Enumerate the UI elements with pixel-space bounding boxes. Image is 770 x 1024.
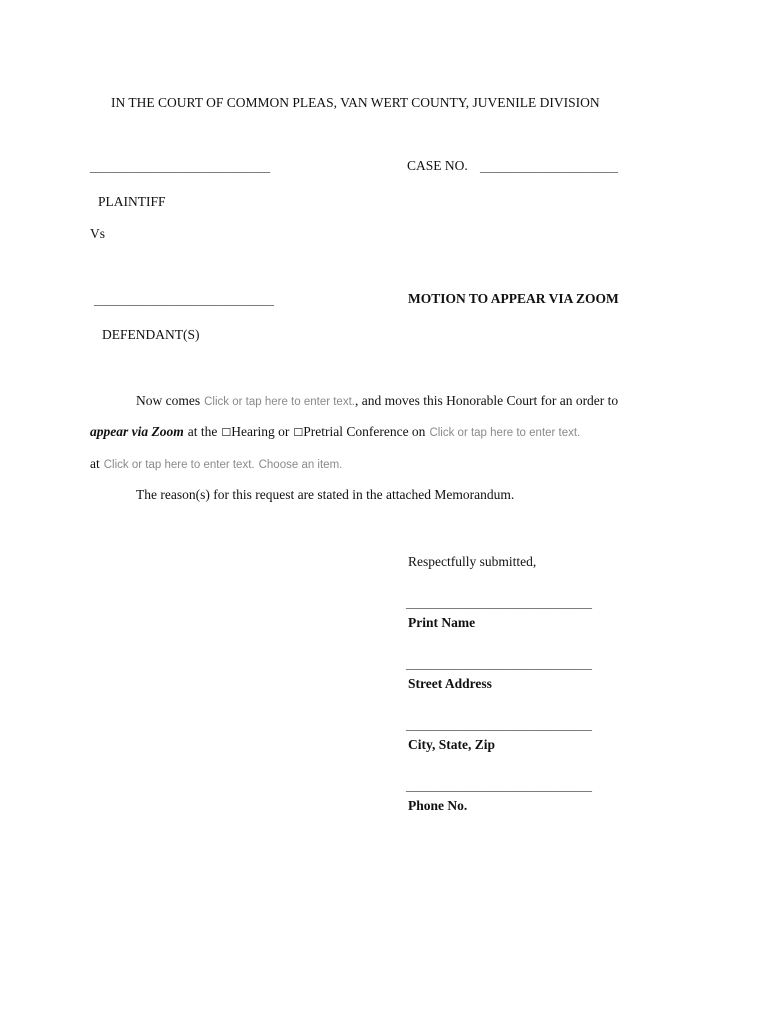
vs-label: Vs: [90, 226, 106, 241]
motion-title: MOTION TO APPEAR VIA ZOOM: [408, 291, 619, 306]
phone-no-line[interactable]: _______________________________: [406, 779, 592, 793]
plaintiff-label: PLAINTIFF: [98, 194, 166, 209]
hearing-label: Hearing or: [231, 424, 290, 439]
plaintiff-name-field[interactable]: ______________________________: [90, 160, 270, 174]
pretrial-checkbox[interactable]: ☐: [293, 426, 304, 439]
reason-text: The reason(s) for this request are stated in the attached Memorandum.: [136, 487, 515, 502]
am-pm-dropdown[interactable]: Choose an item.: [258, 459, 343, 471]
body-line-1: [136, 392, 618, 410]
now-comes-text: Now comes: [136, 393, 201, 408]
street-address-label: Street Address: [408, 676, 492, 691]
city-state-zip-line[interactable]: _______________________________: [406, 718, 592, 732]
phone-no-label: Phone No.: [408, 798, 468, 813]
at-the-text: at the: [187, 424, 218, 439]
city-state-zip-label: City, State, Zip: [408, 737, 496, 752]
appear-via-zoom-text: appear via Zoom: [90, 424, 184, 439]
case-no-field[interactable]: _______________________: [480, 160, 618, 174]
hearing-time-field[interactable]: Click or tap here to enter text.: [103, 459, 255, 471]
court-title: IN THE COURT OF COMMON PLEAS, VAN WERT COUNTY, JUVENILE DIVISION: [111, 95, 600, 110]
respectfully-submitted: Respectfully submitted,: [408, 554, 537, 569]
body-line-3: [90, 455, 342, 473]
hearing-checkbox[interactable]: ☐: [221, 426, 232, 439]
case-no-label: CASE NO.: [407, 158, 468, 173]
defendant-name-field[interactable]: ______________________________: [94, 293, 274, 307]
street-address-line[interactable]: _______________________________: [406, 657, 592, 671]
body-line-1-rest: , and moves this Honorable Court for an order to: [354, 393, 619, 408]
hearing-date-field[interactable]: Click or tap here to enter text.: [429, 427, 581, 439]
print-name-label: Print Name: [408, 615, 476, 630]
print-name-line[interactable]: _______________________________: [406, 596, 592, 610]
at-text: at: [90, 456, 100, 471]
defendant-label: DEFENDANT(S): [102, 327, 200, 342]
movant-name-field[interactable]: Click or tap here to enter text.: [204, 396, 355, 408]
body-line-2: [90, 423, 580, 441]
pretrial-label: Pretrial Conference on: [303, 424, 426, 439]
